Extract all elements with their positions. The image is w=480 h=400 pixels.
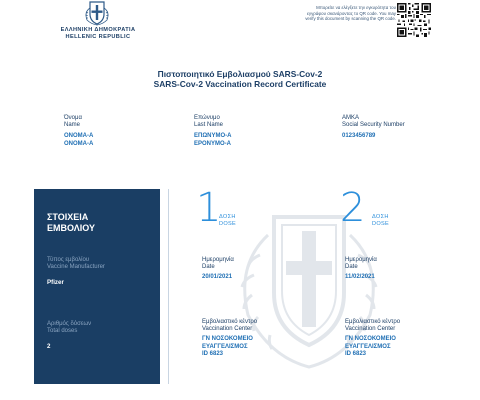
last-name-label-el: Επώνυμο	[194, 115, 220, 121]
dose-1-number: 1	[196, 185, 222, 231]
dose-2-center-label-el: Εμβολιαστικό κέντρο	[345, 319, 401, 325]
amka-label-en: Social Security Number	[342, 122, 405, 129]
issuer-name-el: ΕΛΛΗΝΙΚΗ ΔΗΜΟΚΡΑΤΙΑ	[60, 27, 136, 33]
verify-note-en: You may verify this document by scanning the QR code.	[305, 10, 396, 22]
last-name-field	[194, 115, 231, 148]
vaccine-info-panel	[34, 189, 160, 384]
dose-1-center	[202, 319, 257, 358]
dose-2-number: 2	[340, 185, 366, 231]
dose-2-center-line-3: ID 6823	[345, 350, 367, 357]
name-value-1: ONOMA-A	[64, 133, 94, 140]
dose-2-center-line-2: ΕΥΑΓΓΕΛΙΣΜΟΣ	[345, 343, 391, 350]
dose-2-label-en: DOSE	[372, 220, 390, 227]
greek-coat-of-arms-icon	[82, 0, 112, 26]
name-field	[64, 115, 93, 148]
dose-1-center-line-3: ID 6823	[202, 350, 224, 357]
vaccine-info-heading	[47, 212, 95, 234]
amka-value: 0123456789	[342, 133, 376, 140]
dose-2-label	[372, 214, 389, 227]
name-label-el: Όνομα	[64, 115, 82, 121]
last-name-label-en: Last Name	[194, 122, 224, 129]
dose-2-center	[345, 319, 400, 358]
qr-code-icon[interactable]	[397, 3, 431, 37]
amka-field	[342, 115, 405, 141]
dose-2-date-label-en: Date	[345, 264, 358, 271]
dose-2-date-label-el: Ημερομηνία	[345, 257, 377, 263]
dose-2-center-line-1: ΓΝ ΝΟΣΟΚΟΜΕΙΟ	[345, 336, 396, 343]
verify-note-el: Μπορείτε να ελέγξετε την εγκυρότητα του εγγράφου σκανάροντας το QR code.	[306, 5, 396, 16]
dose-1-date	[202, 257, 234, 282]
dose-2-date-value: 11/02/2021	[345, 274, 375, 281]
dose-2-date	[345, 257, 377, 282]
dose-1-date-value: 20/01/2021	[202, 274, 233, 281]
dose-1-label	[219, 214, 236, 227]
dose-1-date-label-el: Ημερομηνία	[202, 257, 234, 263]
dose-1-date-label-en: Date	[202, 264, 215, 271]
last-name-value-2: EPONYMO-A	[194, 140, 232, 147]
manufacturer-value: Pfizer	[47, 279, 64, 286]
manufacturer-label-el: Τύπος εμβολίου	[47, 257, 90, 263]
dose-2-label-el: ΔΟΣΗ	[372, 214, 389, 220]
dose-2-center-label-en: Vaccination Center	[345, 326, 396, 333]
dose-1-center-label-el: Εμβολιαστικό κέντρο	[202, 319, 258, 325]
verify-note	[296, 5, 396, 22]
dose-1-center-line-1: ΓΝ ΝΟΣΟΚΟΜΕΙΟ	[202, 336, 253, 343]
doses-value: 2	[47, 343, 51, 350]
divider	[168, 189, 169, 384]
doses-label-en: Total doses	[47, 328, 78, 335]
doses-label	[47, 321, 91, 335]
name-label-en: Name	[64, 122, 81, 129]
dose-1-center-value	[202, 336, 257, 358]
amka-label-el: ΑΜΚΑ	[342, 115, 360, 121]
certificate-title-el: Πιστοποιητικό Εμβολιασμού SARS-Cov-2	[157, 69, 323, 79]
manufacturer-label	[47, 257, 105, 271]
dose-1-label-en: DOSE	[219, 220, 237, 227]
dose-1-center-label-en: Vaccination Center	[202, 326, 253, 333]
doses-label-el: Αριθμός δόσεων	[47, 321, 92, 327]
dose-1-center-line-2: ΕΥΑΓΓΕΛΙΣΜΟΣ	[202, 343, 248, 350]
certificate-title-en: SARS-Cov-2 Vaccination Record Certificate	[153, 79, 327, 89]
last-name-value-1: ΕΠΩΝΥΜΟ-Α	[194, 133, 232, 140]
issuer-name-en: HELLENIC REPUBLIC	[65, 34, 131, 40]
dose-2-center-value	[345, 336, 400, 358]
vaccine-info-heading-2: ΕΜΒΟΛΙΟΥ	[47, 223, 96, 233]
vaccine-info-heading-1: ΣΤΟΙΧΕΙΑ	[47, 212, 89, 222]
name-value-2: ONOMA-A	[64, 140, 94, 147]
issuer-name	[48, 27, 148, 41]
manufacturer-label-en: Vaccine Manufacturer	[47, 264, 105, 271]
dose-1-label-el: ΔΟΣΗ	[219, 214, 236, 220]
